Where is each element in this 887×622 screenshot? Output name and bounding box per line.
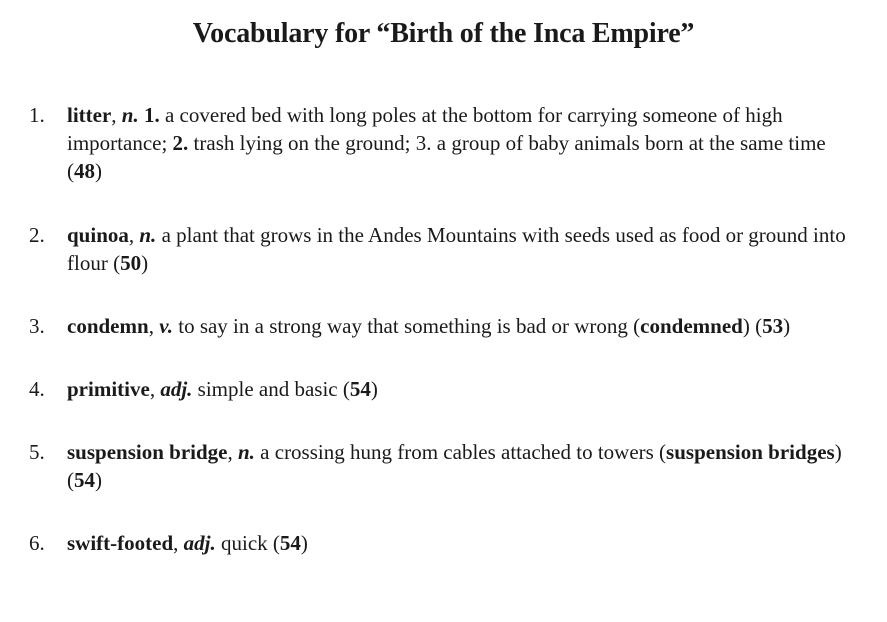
- separator: ,: [111, 103, 122, 127]
- page-title: Vocabulary for “Birth of the Inca Empire”: [192, 18, 695, 49]
- part-of-speech: v.: [159, 314, 173, 338]
- vocab-item-condemn: [29, 312, 859, 340]
- closing-paren: ): [95, 159, 102, 183]
- page-reference: 50: [120, 251, 142, 275]
- item-entry: [67, 375, 859, 403]
- sense-number: 2.: [172, 131, 189, 155]
- item-entry: [67, 438, 859, 494]
- item-entry: [67, 221, 859, 277]
- separator: ) (: [742, 314, 763, 338]
- word-form: condemned: [640, 314, 743, 338]
- part-of-speech: adj.: [183, 531, 216, 555]
- part-of-speech: n.: [237, 440, 255, 464]
- vocab-word: quinoa: [67, 223, 129, 247]
- item-number: 4.: [29, 377, 45, 401]
- vocab-item-swift-footed: [29, 529, 859, 557]
- page-reference: 54: [349, 377, 371, 401]
- item-entry: [67, 101, 859, 185]
- closing-paren: ): [300, 531, 308, 555]
- definition-text: to say in a strong way that something is bad or wrong (: [172, 314, 641, 338]
- item-number: 1.: [29, 103, 45, 127]
- part-of-speech: n.: [139, 223, 157, 247]
- separator: ,: [227, 440, 238, 464]
- closing-paren: ): [95, 468, 102, 492]
- closing-paren: ): [783, 314, 791, 338]
- separator: ,: [149, 377, 161, 401]
- closing-paren: ): [370, 377, 378, 401]
- separator: ) (: [67, 440, 842, 492]
- page-reference: 54: [74, 468, 95, 492]
- page-reference: 54: [279, 531, 301, 555]
- item-entry: [67, 529, 859, 557]
- vocab-item-litter: [29, 101, 859, 185]
- definition-text: trash lying on the ground; 3. a group of baby animals born at the same time (: [67, 131, 826, 183]
- item-number: 5.: [29, 440, 45, 464]
- item-entry: [67, 312, 859, 340]
- definition-text: a crossing hung from cables attached to towers (: [254, 440, 667, 464]
- definition-text: a covered bed with long poles at the bottom for carrying someone of high importance;: [67, 103, 783, 155]
- separator: ,: [148, 314, 160, 338]
- separator: ,: [128, 223, 140, 247]
- word-form: suspension bridges: [666, 440, 835, 464]
- separator: ,: [173, 531, 184, 555]
- part-of-speech: adj.: [160, 377, 193, 401]
- sense-number: 1.: [143, 103, 160, 127]
- part-of-speech: n.: [121, 103, 139, 127]
- item-number: 6.: [29, 531, 45, 555]
- vocab-word: suspension bridge: [67, 440, 228, 464]
- vocab-word: condemn: [67, 314, 149, 338]
- closing-paren: ): [141, 251, 149, 275]
- vocab-word: swift-footed: [67, 531, 174, 555]
- page-reference: 48: [74, 159, 95, 183]
- definition-text: a plant that grows in the Andes Mountains with seeds used as food or ground into flour (: [67, 223, 846, 275]
- vocab-item-suspension-bridge: [29, 438, 859, 494]
- definition-text: simple and basic (: [192, 377, 350, 401]
- vocab-item-primitive: [29, 375, 859, 403]
- item-number: 2.: [29, 223, 45, 247]
- vocab-word: litter: [67, 103, 112, 127]
- page-reference: 53: [762, 314, 784, 338]
- item-number: 3.: [29, 314, 45, 338]
- vocab-item-quinoa: [29, 221, 859, 277]
- definition-text: quick (: [215, 531, 280, 555]
- vocab-word: primitive: [67, 377, 150, 401]
